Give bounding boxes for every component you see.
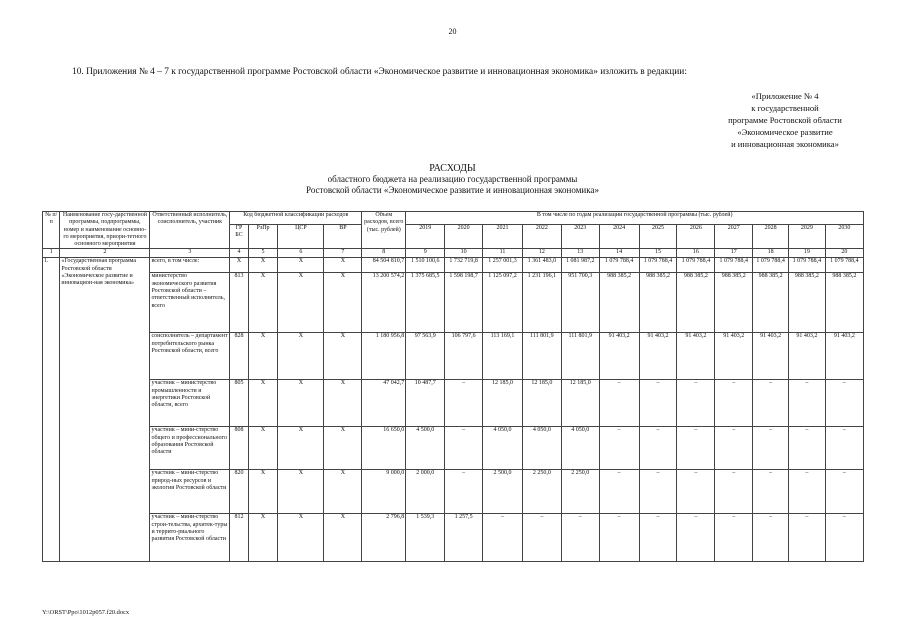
vr-cell: Х	[324, 470, 362, 514]
year-value-cell: –	[715, 427, 753, 470]
rzpr-cell: Х	[248, 470, 278, 514]
executor-cell: участник – мини-стерство общего и профессионального образования Ростовской области	[150, 427, 230, 470]
header-code-col: ГР БС	[230, 225, 248, 249]
column-number: 1	[43, 249, 60, 258]
year-value-cell: 10 487,7	[406, 380, 445, 427]
year-value-cell: –	[677, 427, 715, 470]
year-value-cell: –	[677, 380, 715, 427]
csr-cell: Х	[278, 258, 324, 273]
column-number: 9	[406, 249, 445, 258]
year-value-cell: 988 385,2	[599, 273, 639, 333]
document-title	[0, 163, 905, 196]
year-value-cell: –	[825, 470, 863, 514]
header-no: № п/п	[43, 212, 60, 249]
year-value-cell: 4 050,0	[522, 427, 561, 470]
vr-cell: Х	[324, 258, 362, 273]
column-number: 11	[483, 249, 523, 258]
csr-cell: Х	[278, 273, 324, 333]
header-year: 2024	[599, 225, 639, 249]
csr-cell: Х	[278, 427, 324, 470]
program-name: «Государственная программа Ростовской области «Экономическое развитие и инновацион-ная экономика»	[60, 258, 150, 562]
vr-cell: Х	[324, 333, 362, 380]
year-value-cell: 1 257 001,3	[483, 258, 523, 273]
column-number: 5	[248, 249, 278, 258]
vr-cell: Х	[324, 514, 362, 562]
title-heading: РАСХОДЫ	[429, 163, 476, 174]
year-value-cell: 988 385,2	[677, 273, 715, 333]
year-value-cell: 106 797,6	[445, 333, 483, 380]
column-number: 17	[715, 249, 753, 258]
grbs-cell: 813	[230, 273, 248, 333]
total-cell: 16 650,0	[362, 427, 406, 470]
header-code-col: ВР	[324, 225, 362, 249]
header-year: 2023	[561, 225, 599, 249]
table-body	[43, 258, 864, 562]
rzpr-cell: Х	[248, 258, 278, 273]
executor-cell: участник – министерство промышленности и энергетики Ростовской области, всего	[150, 380, 230, 427]
executor-cell: министерство экономического развития Ростовской области – ответственный исполнитель, всего	[150, 273, 230, 333]
year-value-cell: –	[445, 470, 483, 514]
column-number: 8	[362, 249, 406, 258]
year-value-cell: 1 125 097,2	[483, 273, 523, 333]
footer-file-path: Y:\ORST\Ppo\1012p057.f20.docx	[42, 609, 130, 616]
column-number: 10	[445, 249, 483, 258]
column-number: 13	[561, 249, 599, 258]
header-year: 2030	[825, 225, 863, 249]
header-year: 2027	[715, 225, 753, 249]
expenses-table	[42, 211, 864, 562]
executor-cell: всего, в том числе:	[150, 258, 230, 273]
column-number: 2	[60, 249, 150, 258]
header-year: 2025	[639, 225, 677, 249]
table-row	[43, 333, 864, 380]
header-year: 2021	[483, 225, 523, 249]
header-year: 2028	[753, 225, 789, 249]
year-value-cell: 2 500,0	[483, 470, 523, 514]
year-value-cell: –	[445, 380, 483, 427]
rzpr-cell: Х	[248, 273, 278, 333]
year-value-cell: 12 185,0	[522, 380, 561, 427]
year-value-cell: 1 257,5	[445, 514, 483, 562]
year-value-cell: 91 403,2	[599, 333, 639, 380]
year-value-cell: 97 563,9	[406, 333, 445, 380]
page-number: 20	[448, 27, 457, 36]
year-value-cell: –	[715, 380, 753, 427]
year-value-cell: 111 801,9	[561, 333, 599, 380]
header-year: 2029	[789, 225, 826, 249]
year-value-cell: 91 403,2	[677, 333, 715, 380]
year-value-cell: 91 403,2	[639, 333, 677, 380]
header-year: 2026	[677, 225, 715, 249]
year-value-cell: –	[561, 514, 599, 562]
year-value-cell: 951 700,3	[561, 273, 599, 333]
year-value-cell: 988 385,2	[789, 273, 826, 333]
header-year: 2022	[522, 225, 561, 249]
year-value-cell: 988 385,2	[715, 273, 753, 333]
grbs-cell: 812	[230, 514, 248, 562]
header-row-1	[43, 212, 864, 225]
year-value-cell: 1 375 685,5	[406, 273, 445, 333]
csr-cell: Х	[278, 514, 324, 562]
table-row	[43, 514, 864, 562]
year-value-cell: –	[789, 380, 826, 427]
total-cell: 2 796,8	[362, 514, 406, 562]
appendix-line: и инновационная экономика»	[731, 139, 839, 149]
column-number: 12	[522, 249, 561, 258]
grbs-cell: 820	[230, 470, 248, 514]
header-executor: Ответственный исполнитель, соисполнитель, участник	[150, 212, 230, 249]
year-value-cell: 2 250,0	[522, 470, 561, 514]
column-number: 6	[278, 249, 324, 258]
title-line-1: областного бюджета на реализацию государственной программы	[327, 174, 578, 184]
csr-cell: Х	[278, 470, 324, 514]
year-value-cell: –	[825, 427, 863, 470]
year-value-cell: –	[599, 380, 639, 427]
year-value-cell: 988 385,2	[825, 273, 863, 333]
year-value-cell: –	[789, 427, 826, 470]
column-number: 18	[753, 249, 789, 258]
year-value-cell: –	[825, 514, 863, 562]
year-value-cell: –	[445, 427, 483, 470]
year-value-cell: 91 403,2	[825, 333, 863, 380]
year-value-cell: 1 081 987,2	[561, 258, 599, 273]
appendix-line: «Приложение № 4	[751, 91, 819, 101]
title-line-2: Ростовской области «Экономическое развитие и инновационная экономика»	[306, 185, 599, 195]
total-cell: 1 180 956,8	[362, 333, 406, 380]
table-row	[43, 427, 864, 470]
year-value-cell: 1 079 788,4	[639, 258, 677, 273]
total-cell: 9 000,0	[362, 470, 406, 514]
year-value-cell: –	[639, 427, 677, 470]
year-value-cell: –	[789, 470, 826, 514]
year-value-cell: –	[483, 514, 523, 562]
year-value-cell: –	[522, 514, 561, 562]
header-code-col: ЦСР	[278, 225, 324, 249]
year-value-cell: –	[599, 427, 639, 470]
appendix-line: «Экономическое развитие	[737, 127, 833, 137]
csr-cell: Х	[278, 380, 324, 427]
year-value-cell: 1 231 196,1	[522, 273, 561, 333]
rzpr-cell: Х	[248, 427, 278, 470]
column-number: 4	[230, 249, 248, 258]
year-value-cell: 4 050,0	[561, 427, 599, 470]
year-value-cell: –	[753, 470, 789, 514]
vr-cell: Х	[324, 427, 362, 470]
appendix-line: к государственной	[751, 103, 819, 113]
column-number: 14	[599, 249, 639, 258]
year-value-cell: –	[715, 470, 753, 514]
year-value-cell: –	[825, 380, 863, 427]
year-value-cell: 1 079 788,4	[599, 258, 639, 273]
table-row	[43, 273, 864, 333]
total-cell: 84 504 810,7	[362, 258, 406, 273]
header-year: 2019	[406, 225, 445, 249]
program-number: 1.	[43, 258, 60, 562]
header-code-group: Код бюджетной классификации расходов	[230, 212, 362, 225]
table-row	[43, 470, 864, 514]
csr-cell: Х	[278, 333, 324, 380]
year-value-cell: –	[599, 470, 639, 514]
year-value-cell: 91 403,2	[715, 333, 753, 380]
year-value-cell: –	[753, 427, 789, 470]
header-years-group: В том числе по годам реализации государственной программы (тыс. рублей)	[406, 212, 864, 225]
column-number: 20	[825, 249, 863, 258]
column-number: 3	[150, 249, 230, 258]
year-value-cell: 1 079 788,4	[677, 258, 715, 273]
column-number-row	[43, 249, 864, 258]
year-value-cell: –	[789, 514, 826, 562]
year-value-cell: 1 079 788,4	[715, 258, 753, 273]
year-value-cell: 1 539,3	[406, 514, 445, 562]
appendix-line: программе Ростовской области	[728, 115, 842, 125]
year-value-cell: –	[715, 514, 753, 562]
column-number: 7	[324, 249, 362, 258]
grbs-cell: 828	[230, 333, 248, 380]
vr-cell: Х	[324, 273, 362, 333]
header-name: Наименование госу-дарственной программы, подпрограммы, номер и наименование основно-го мероприятия, приори-тетного основного мероприятия	[60, 212, 150, 249]
year-value-cell: 91 403,2	[789, 333, 826, 380]
year-value-cell: –	[639, 470, 677, 514]
total-cell: 47 042,7	[362, 380, 406, 427]
rzpr-cell: Х	[248, 514, 278, 562]
executor-cell: соисполнитель – департамент потребительского рынка Ростовской области, всего	[150, 333, 230, 380]
vr-cell: Х	[324, 380, 362, 427]
year-value-cell: 2 000,0	[406, 470, 445, 514]
year-value-cell: 4 050,0	[483, 427, 523, 470]
total-cell: 13 200 574,2	[362, 273, 406, 333]
year-value-cell: –	[677, 514, 715, 562]
year-value-cell: 111 801,9	[522, 333, 561, 380]
year-value-cell: 1 598 198,7	[445, 273, 483, 333]
header-year: 2020	[445, 225, 483, 249]
year-value-cell: –	[753, 380, 789, 427]
year-value-cell: 2 250,0	[561, 470, 599, 514]
year-value-cell: 4 500,0	[406, 427, 445, 470]
year-value-cell: 988 385,2	[639, 273, 677, 333]
grbs-cell: 805	[230, 380, 248, 427]
year-value-cell: 1 079 788,4	[825, 258, 863, 273]
year-value-cell: –	[677, 470, 715, 514]
year-value-cell: 1 732 719,8	[445, 258, 483, 273]
rzpr-cell: Х	[248, 380, 278, 427]
year-value-cell: –	[753, 514, 789, 562]
table-row	[43, 258, 864, 273]
year-value-cell: 12 185,0	[561, 380, 599, 427]
year-value-cell: 1 361 483,0	[522, 258, 561, 273]
year-value-cell: 1 079 788,4	[753, 258, 789, 273]
rzpr-cell: Х	[248, 333, 278, 380]
header-code-col: РзПр	[248, 225, 278, 249]
grbs-cell: 808	[230, 427, 248, 470]
executor-cell: участник – мини-стерство строи-тельства, архитек-туры и террито-риального развития Ростовской области	[150, 514, 230, 562]
year-value-cell: 91 403,2	[753, 333, 789, 380]
year-value-cell: 113 169,1	[483, 333, 523, 380]
grbs-cell: Х	[230, 258, 248, 273]
column-number: 15	[639, 249, 677, 258]
column-number: 19	[789, 249, 826, 258]
year-value-cell: 1 510 100,6	[406, 258, 445, 273]
appendix-caption	[650, 90, 905, 150]
header-volume: Объем расходов, всего (тыс. рублей)	[362, 212, 406, 249]
year-value-cell: –	[639, 514, 677, 562]
year-value-cell: –	[599, 514, 639, 562]
executor-cell: участник – мини-стерство природ-ных ресурсов и экологии Ростовской области	[150, 470, 230, 514]
year-value-cell: –	[639, 380, 677, 427]
year-value-cell: 12 185,0	[483, 380, 523, 427]
year-value-cell: 1 079 788,4	[789, 258, 826, 273]
year-value-cell: 988 385,2	[753, 273, 789, 333]
table-row	[43, 380, 864, 427]
intro-paragraph: 10. Приложения № 4 – 7 к государственной программе Ростовской области «Экономическое развитие и инновационная экономика» изложить в редакции:	[72, 67, 687, 77]
column-number: 16	[677, 249, 715, 258]
